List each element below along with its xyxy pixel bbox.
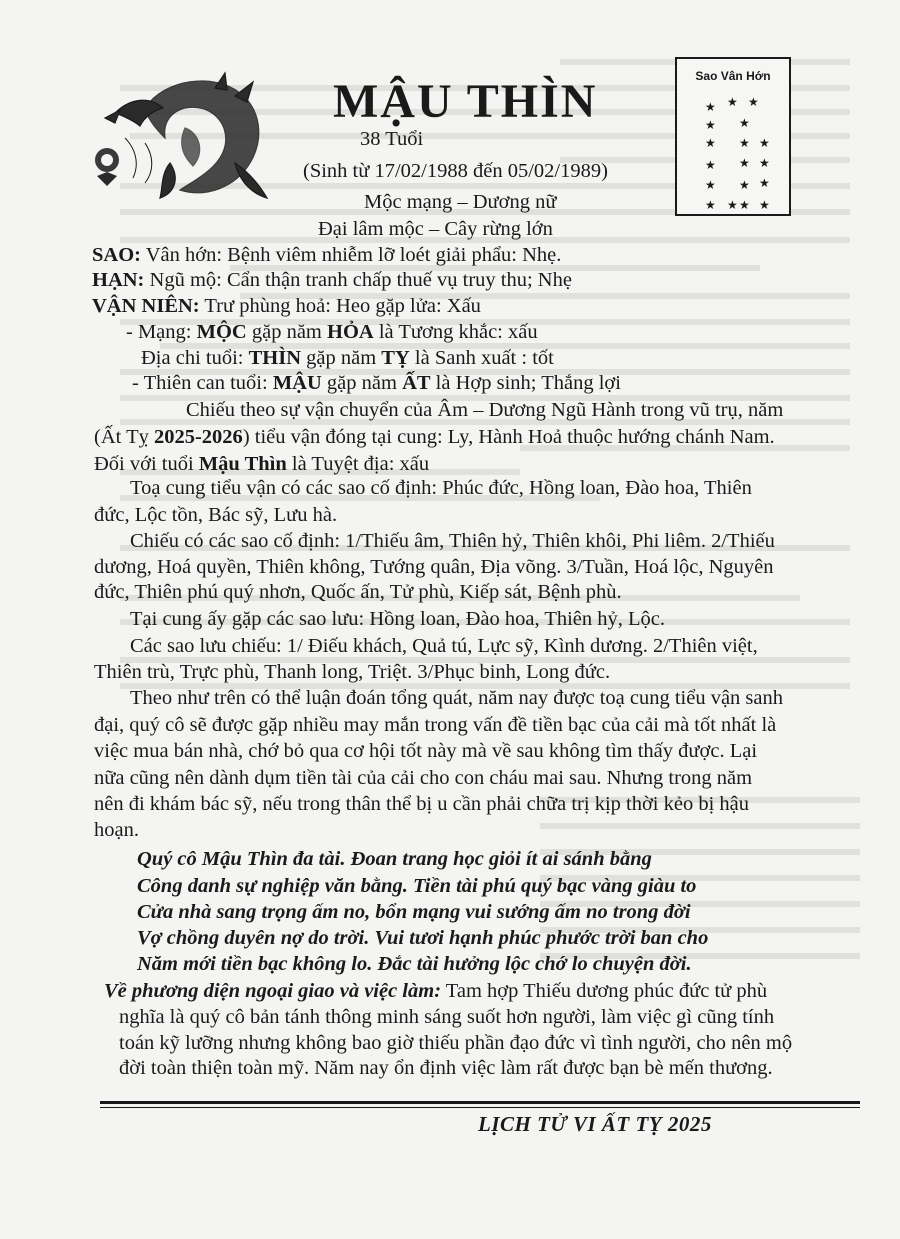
element-detail: Đại lâm mộc – Cây rừng lớn — [318, 218, 553, 240]
birth-range: (Sinh từ 17/02/1988 đến 05/02/1989) — [303, 160, 608, 182]
footer-rule-thin — [100, 1107, 860, 1108]
mang-b1: MỘC — [196, 321, 247, 343]
svg-text:★: ★ — [705, 158, 716, 172]
p4-line: Tại cung ấy gặp các sao lưu: Hồng loan, Đào hoa, Thiên hỷ, Lộc. — [130, 608, 666, 630]
diachi-line — [141, 348, 554, 369]
poem-line: Quý cô Mậu Thìn đa tài. Đoan trang học giỏi ít ai sánh bằng — [137, 848, 652, 870]
mang-post: là Tương khắc: xấu — [373, 321, 538, 343]
han-label: HẠN: — [92, 269, 145, 291]
dragon-icon — [85, 68, 275, 208]
vannien-text: Trư phùng hoả: Heo gặp lửa: Xấu — [199, 295, 481, 317]
svg-text:★: ★ — [759, 156, 770, 170]
diachi-post: là Sanh xuất : tốt — [409, 347, 554, 369]
svg-text:★: ★ — [739, 116, 750, 130]
svg-text:★: ★ — [705, 198, 716, 212]
p6-line2: đại, quý cô sẽ được gặp nhiều may mắn trong vấn đề tiền bạc của cải mà tốt nhất là — [94, 714, 777, 736]
social-line2: nghĩa là quý cô bản tánh thông minh sáng suốt hơn người, làm việc gì cũng tính — [119, 1006, 775, 1028]
han-line — [92, 270, 572, 291]
svg-text:★: ★ — [759, 198, 770, 212]
mang-pre: - Mạng: — [126, 321, 197, 343]
age-label: 38 Tuổi — [360, 128, 424, 150]
p6-line4: nữa cũng nên dành dụm tiền tài của cải cho con cháu mai sau. Nhưng trong năm — [94, 767, 753, 789]
p1-l3-bold: Mậu Thìn — [198, 453, 287, 475]
p1-l2-pre: (Ất Tỵ — [94, 426, 154, 448]
vannien-line — [92, 296, 481, 317]
mang-line — [126, 322, 538, 343]
thiencan-line — [132, 373, 621, 394]
svg-text:★: ★ — [739, 156, 750, 170]
thiencan-post: là Hợp sinh; Thắng lợi — [430, 372, 621, 394]
svg-text:★: ★ — [705, 100, 716, 114]
diachi-mid: gặp năm — [301, 347, 382, 369]
p1-l2-bold: 2025-2026 — [153, 426, 243, 448]
diachi-b1: THÌN — [248, 347, 302, 369]
star-chart-box — [675, 57, 791, 216]
svg-text:★: ★ — [739, 136, 750, 150]
p1-l3-post: là Tuyệt địa: xấu — [286, 453, 430, 475]
social-heading: Về phương diện ngoại giao và việc làm: — [104, 980, 442, 1002]
thiencan-pre: - Thiên can tuổi: — [132, 372, 273, 394]
mang-mid: gặp năm — [246, 321, 327, 343]
diachi-b2: TỴ — [381, 347, 410, 369]
p6-line1: Theo như trên có thể luận đoán tổng quát, năm nay được toạ cung tiểu vận sanh — [130, 687, 784, 709]
p5-line2: Thiên trù, Trực phù, Thanh long, Triệt. 3/Phục binh, Long đức. — [94, 661, 611, 683]
diachi-pre: Địa chi tuổi: — [141, 347, 249, 369]
p1-l3-pre: Đối với tuổi — [94, 453, 199, 475]
footer-title: LỊCH TỬ VI ẤT TỴ 2025 — [478, 1112, 712, 1136]
footer-rule — [100, 1101, 860, 1104]
han-text: Ngũ mộ: Cẩn thận tranh chấp thuế vụ truy thu; Nhẹ — [144, 269, 572, 291]
social-line3: toán kỹ lưỡng nhưng không bao giờ thiếu phần đạo đức vì tình người, cho nên mộ — [119, 1032, 793, 1054]
sao-text: Vân hớn: Bệnh viêm nhiễm lỡ loét giải phẩu: Nhẹ. — [140, 244, 562, 266]
mang-b2: HỎA — [327, 321, 374, 343]
svg-text:★: ★ — [705, 136, 716, 150]
p5-line1: Các sao lưu chiếu: 1/ Điếu khách, Quả tú, Lực sỹ, Kình dương. 2/Thiên việt, — [130, 635, 758, 657]
sao-line — [92, 245, 561, 266]
svg-text:★: ★ — [727, 95, 738, 109]
svg-text:★: ★ — [705, 118, 716, 132]
thiencan-b1: MẬU — [272, 372, 322, 394]
svg-text:★: ★ — [705, 178, 716, 192]
p6-line3: việc mua bán nhà, chớ bỏ qua cơ hội tốt này mà về sau không tìm thấy được. Lại — [94, 740, 758, 762]
svg-text:★: ★ — [759, 136, 770, 150]
svg-text:★: ★ — [739, 198, 750, 212]
vannien-label: VẬN NIÊN: — [92, 295, 200, 317]
p6-line6: hoạn. — [94, 819, 139, 841]
social-line1 — [104, 981, 767, 1002]
p1-l2-post: ) tiểu vận đóng tại cung: Ly, Hành Hoả thuộc hướng chánh Nam. — [242, 426, 775, 448]
social-line4: đời toàn thiện toàn mỹ. Năm nay ổn định việc làm rất được bạn bè mến thương. — [119, 1057, 773, 1079]
social-l1-text: Tam hợp Thiếu dương phúc đức tử phù — [441, 980, 768, 1002]
poem-line: Cửa nhà sang trọng ấm no, bổn mạng vui sướng ấm no trong đời — [137, 901, 691, 923]
star-chart-title: Sao Vân Hớn — [695, 69, 771, 83]
poem-line: Vợ chồng duyên nợ do trời. Vui tươi hạnh phúc phước trời ban cho — [137, 927, 709, 949]
element-label: Mộc mạng – Dương nữ — [364, 191, 557, 213]
p1-line3 — [94, 454, 429, 475]
svg-text:★: ★ — [727, 198, 738, 212]
poem-line: Công danh sự nghiệp văn bằng. Tiền tài phú quý bạc vàng giàu to — [137, 875, 697, 897]
p2-line1: Toạ cung tiểu vận có các sao cố định: Phúc đức, Hồng loan, Đào hoa, Thiên — [130, 477, 752, 499]
p6-line5: nên đi khám bác sỹ, nếu trong thân thể bị u cần phải chữa trị kịp thời kẻo bị hậu — [94, 793, 750, 815]
sao-label: SAO: — [92, 244, 141, 266]
p2-line2: đức, Lộc tồn, Bác sỹ, Lưu hà. — [94, 504, 338, 526]
page-title: MẬU THÌN — [333, 75, 598, 128]
p1-line2 — [94, 427, 775, 448]
p3-line2: dương, Hoá quyền, Thiên không, Tướng quân, Địa võng. 3/Tuần, Hoá lộc, Nguyên — [94, 556, 774, 578]
thiencan-b2: ẤT — [402, 372, 431, 394]
svg-text:★: ★ — [748, 95, 759, 109]
thiencan-mid: gặp năm — [321, 372, 403, 394]
p3-line3: đức, Thiên phú quý nhơn, Quốc ấn, Tử phù, Kiếp sát, Bệnh phù. — [94, 581, 622, 603]
svg-text:★: ★ — [759, 176, 770, 190]
star-pattern — [677, 59, 789, 214]
poem-line: Năm mới tiền bạc không lo. Đắc tài hưởng lộc chớ lo chuyện đời. — [137, 953, 692, 975]
svg-text:★: ★ — [739, 178, 750, 192]
p1-line1: Chiếu theo sự vận chuyển của Âm – Dương Ngũ Hành trong vũ trụ, năm — [186, 399, 784, 421]
p3-line1: Chiếu có các sao cố định: 1/Thiếu âm, Thiên hỷ, Thiên khôi, Phi liêm. 2/Thiếu — [130, 530, 775, 552]
